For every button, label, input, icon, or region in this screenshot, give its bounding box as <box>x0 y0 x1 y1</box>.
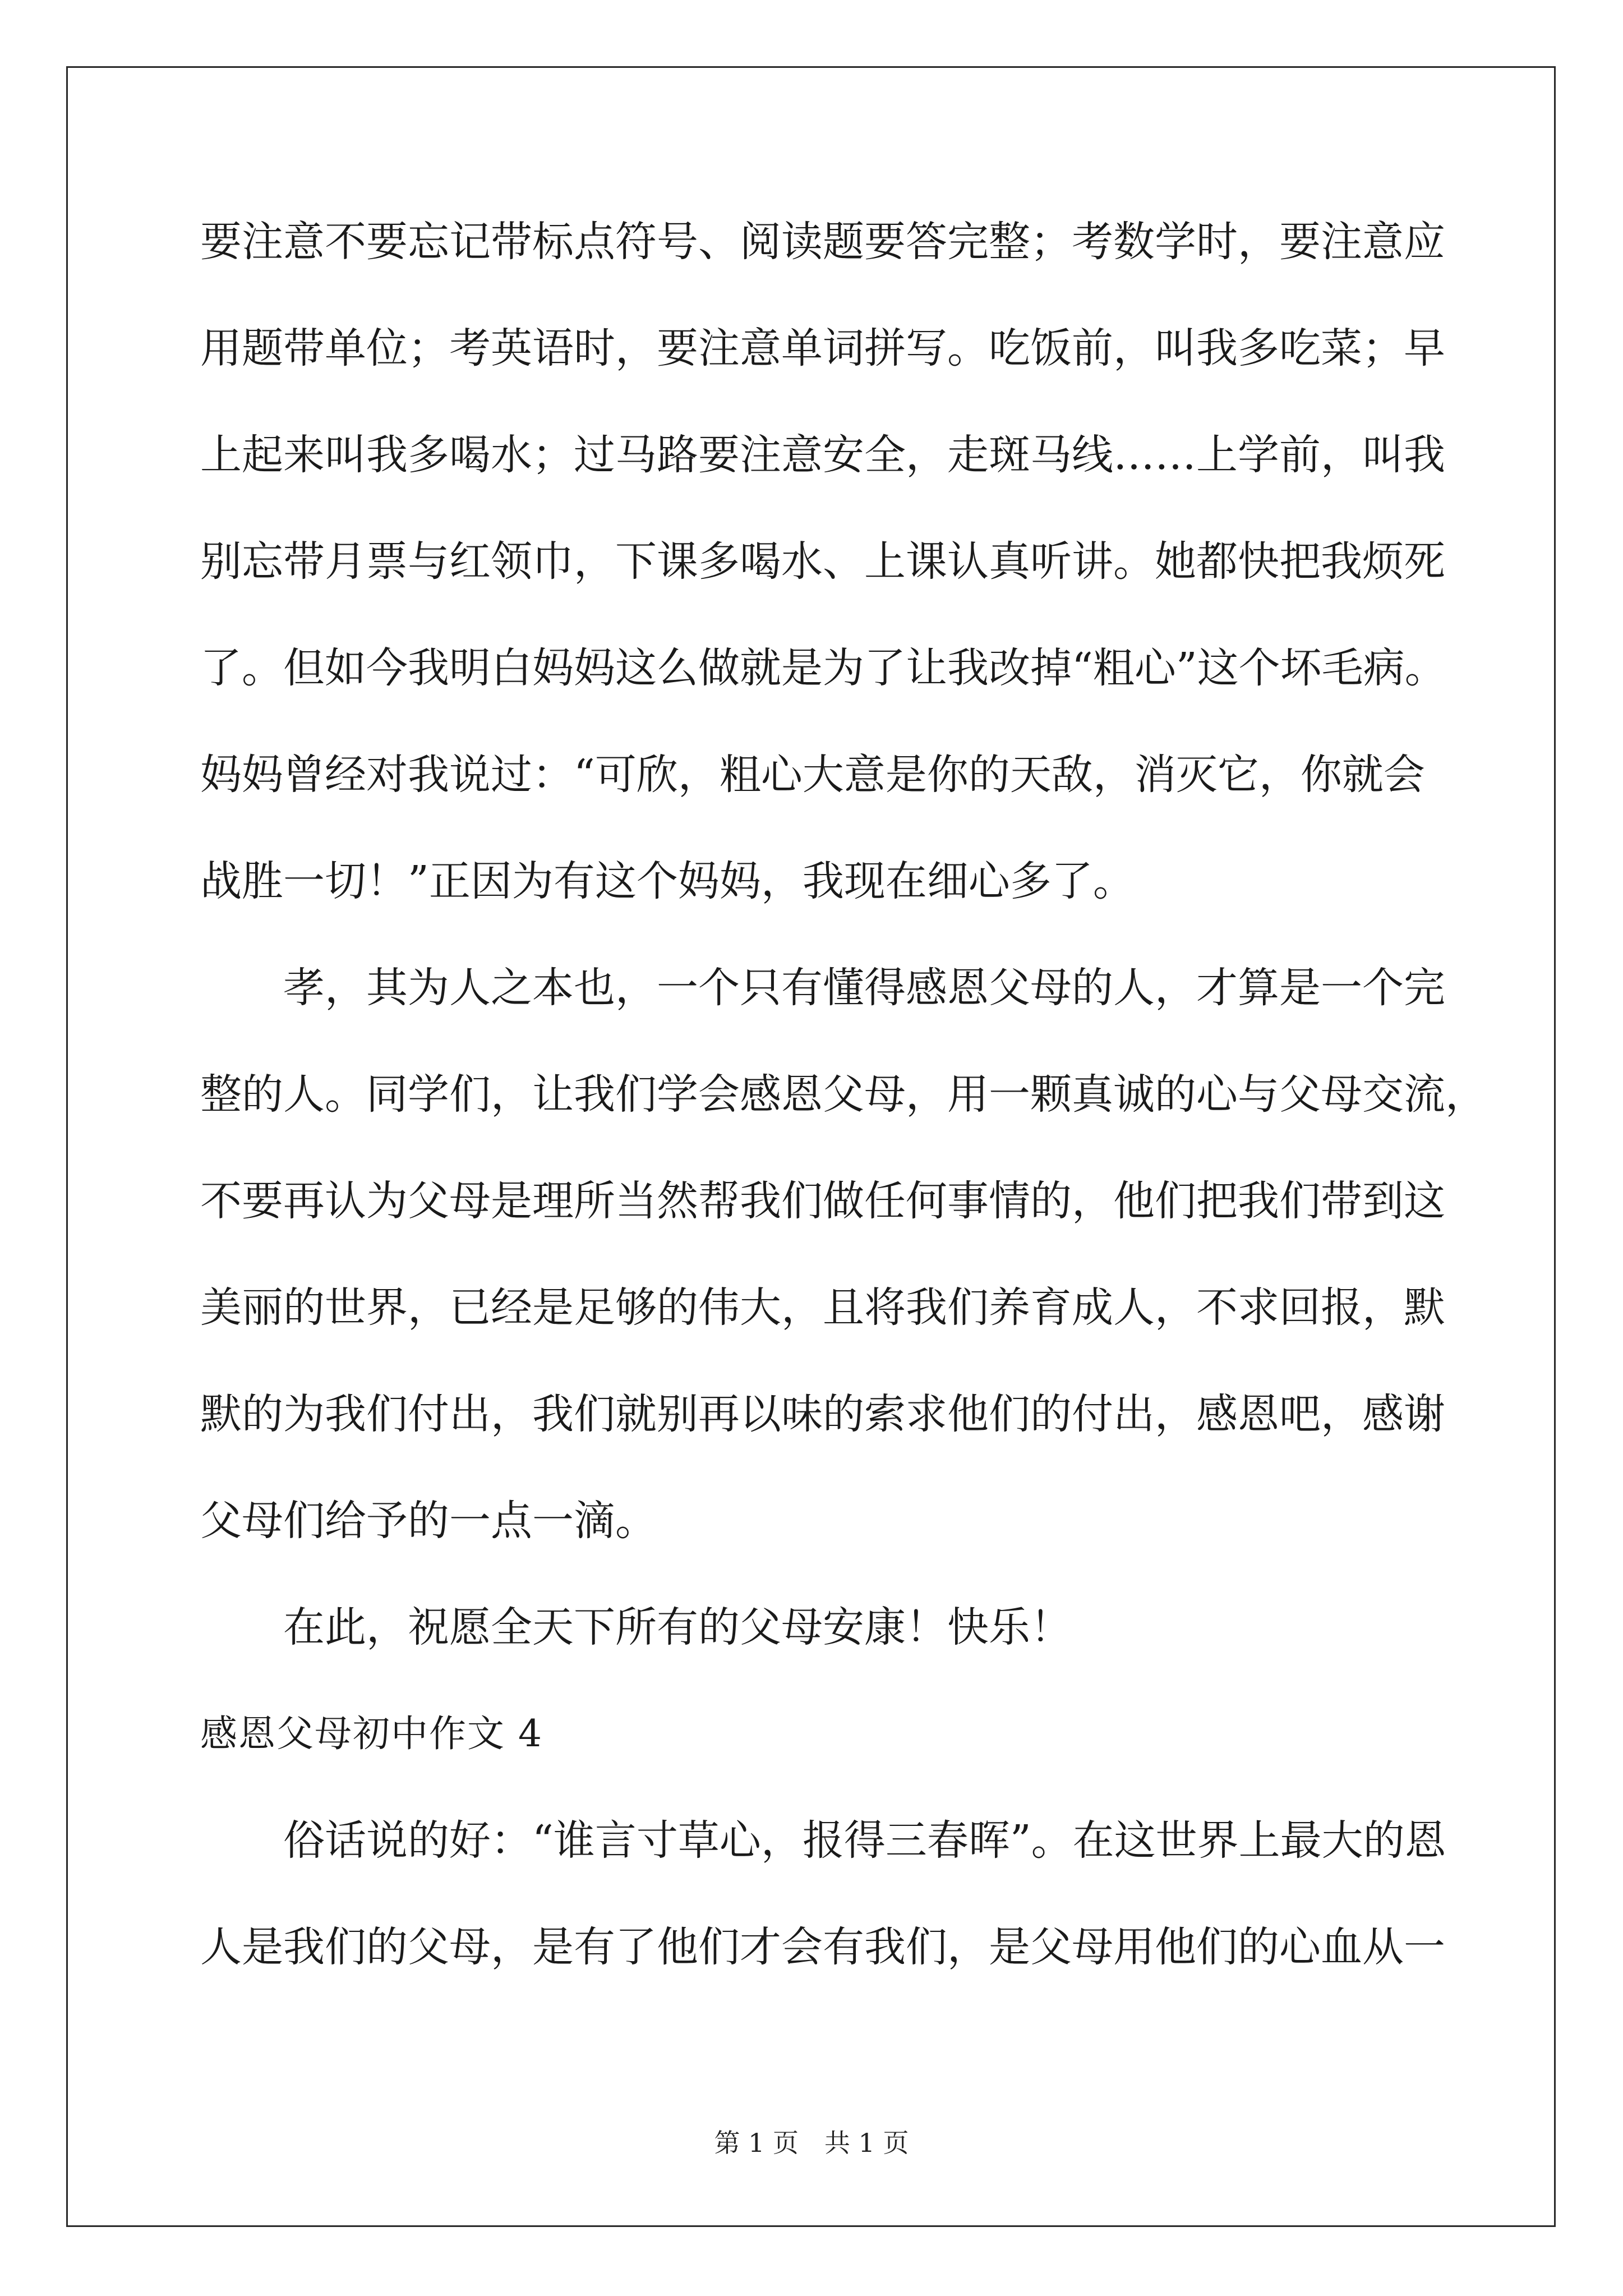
page-total: 共 1 页 <box>824 2128 909 2158</box>
section-heading: 感恩父母初中作文 4 <box>200 1712 543 1755</box>
paragraph-first-line: 在此，祝愿全天下所有的父母安康！快乐！ <box>283 1603 1072 1651</box>
text-line: 整的人。同学们，让我们学会感恩父母，用一颗真诚的心与父母交流， <box>200 1070 1487 1119</box>
text-line: 了。但如今我明白妈妈这么做就是为了让我改掉“粗心”这个坏毛病。 <box>200 644 1446 692</box>
text-line: 上起来叫我多喝水；过马路要注意安全，走斑马线……上学前，叫我 <box>200 431 1445 479</box>
text-line: 别忘带月票与红领巾，下课多喝水、上课认真听讲。她都快把我烦死 <box>200 537 1445 586</box>
paragraph-first-line: 孝，其为人之本也，一个只有懂得感恩父母的人，才算是一个完 <box>283 964 1445 1012</box>
text-line: 美丽的世界，已经是足够的伟大，且将我们养育成人，不求回报，默 <box>200 1283 1445 1332</box>
paragraph-first-line: 俗话说的好：“谁言寸草心，报得三春晖”。在这世界上最大的恩 <box>283 1816 1446 1865</box>
page-number: 第 1 页 <box>714 2128 799 2158</box>
text-line: 要注意不要忘记带标点符号、阅读题要答完整；考数学时，要注意应 <box>200 218 1445 266</box>
text-line: 不要再认为父母是理所当然帮我们做任何事情的，他们把我们带到这 <box>200 1177 1445 1225</box>
text-line: 战胜一切！”正因为有这个妈妈，我现在细心多了。 <box>200 857 1135 905</box>
page-footer <box>0 2126 1623 2160</box>
text-line: 妈妈曾经对我说过：“可欣，粗心大意是你的天敌，消灭它，你就会 <box>200 751 1425 799</box>
text-line: 人是我们的父母，是有了他们才会有我们，是父母用他们的心血从一 <box>200 1923 1445 1971</box>
text-line: 父母们给予的一点一滴。 <box>200 1497 657 1545</box>
text-line: 默的为我们付出，我们就别再以味的索求他们的付出，感恩吧，感谢 <box>200 1390 1445 1438</box>
text-line: 用题带单位；考英语时，要注意单词拼写。吃饭前，叫我多吃菜；早 <box>200 324 1445 372</box>
page-border <box>66 66 1556 2227</box>
